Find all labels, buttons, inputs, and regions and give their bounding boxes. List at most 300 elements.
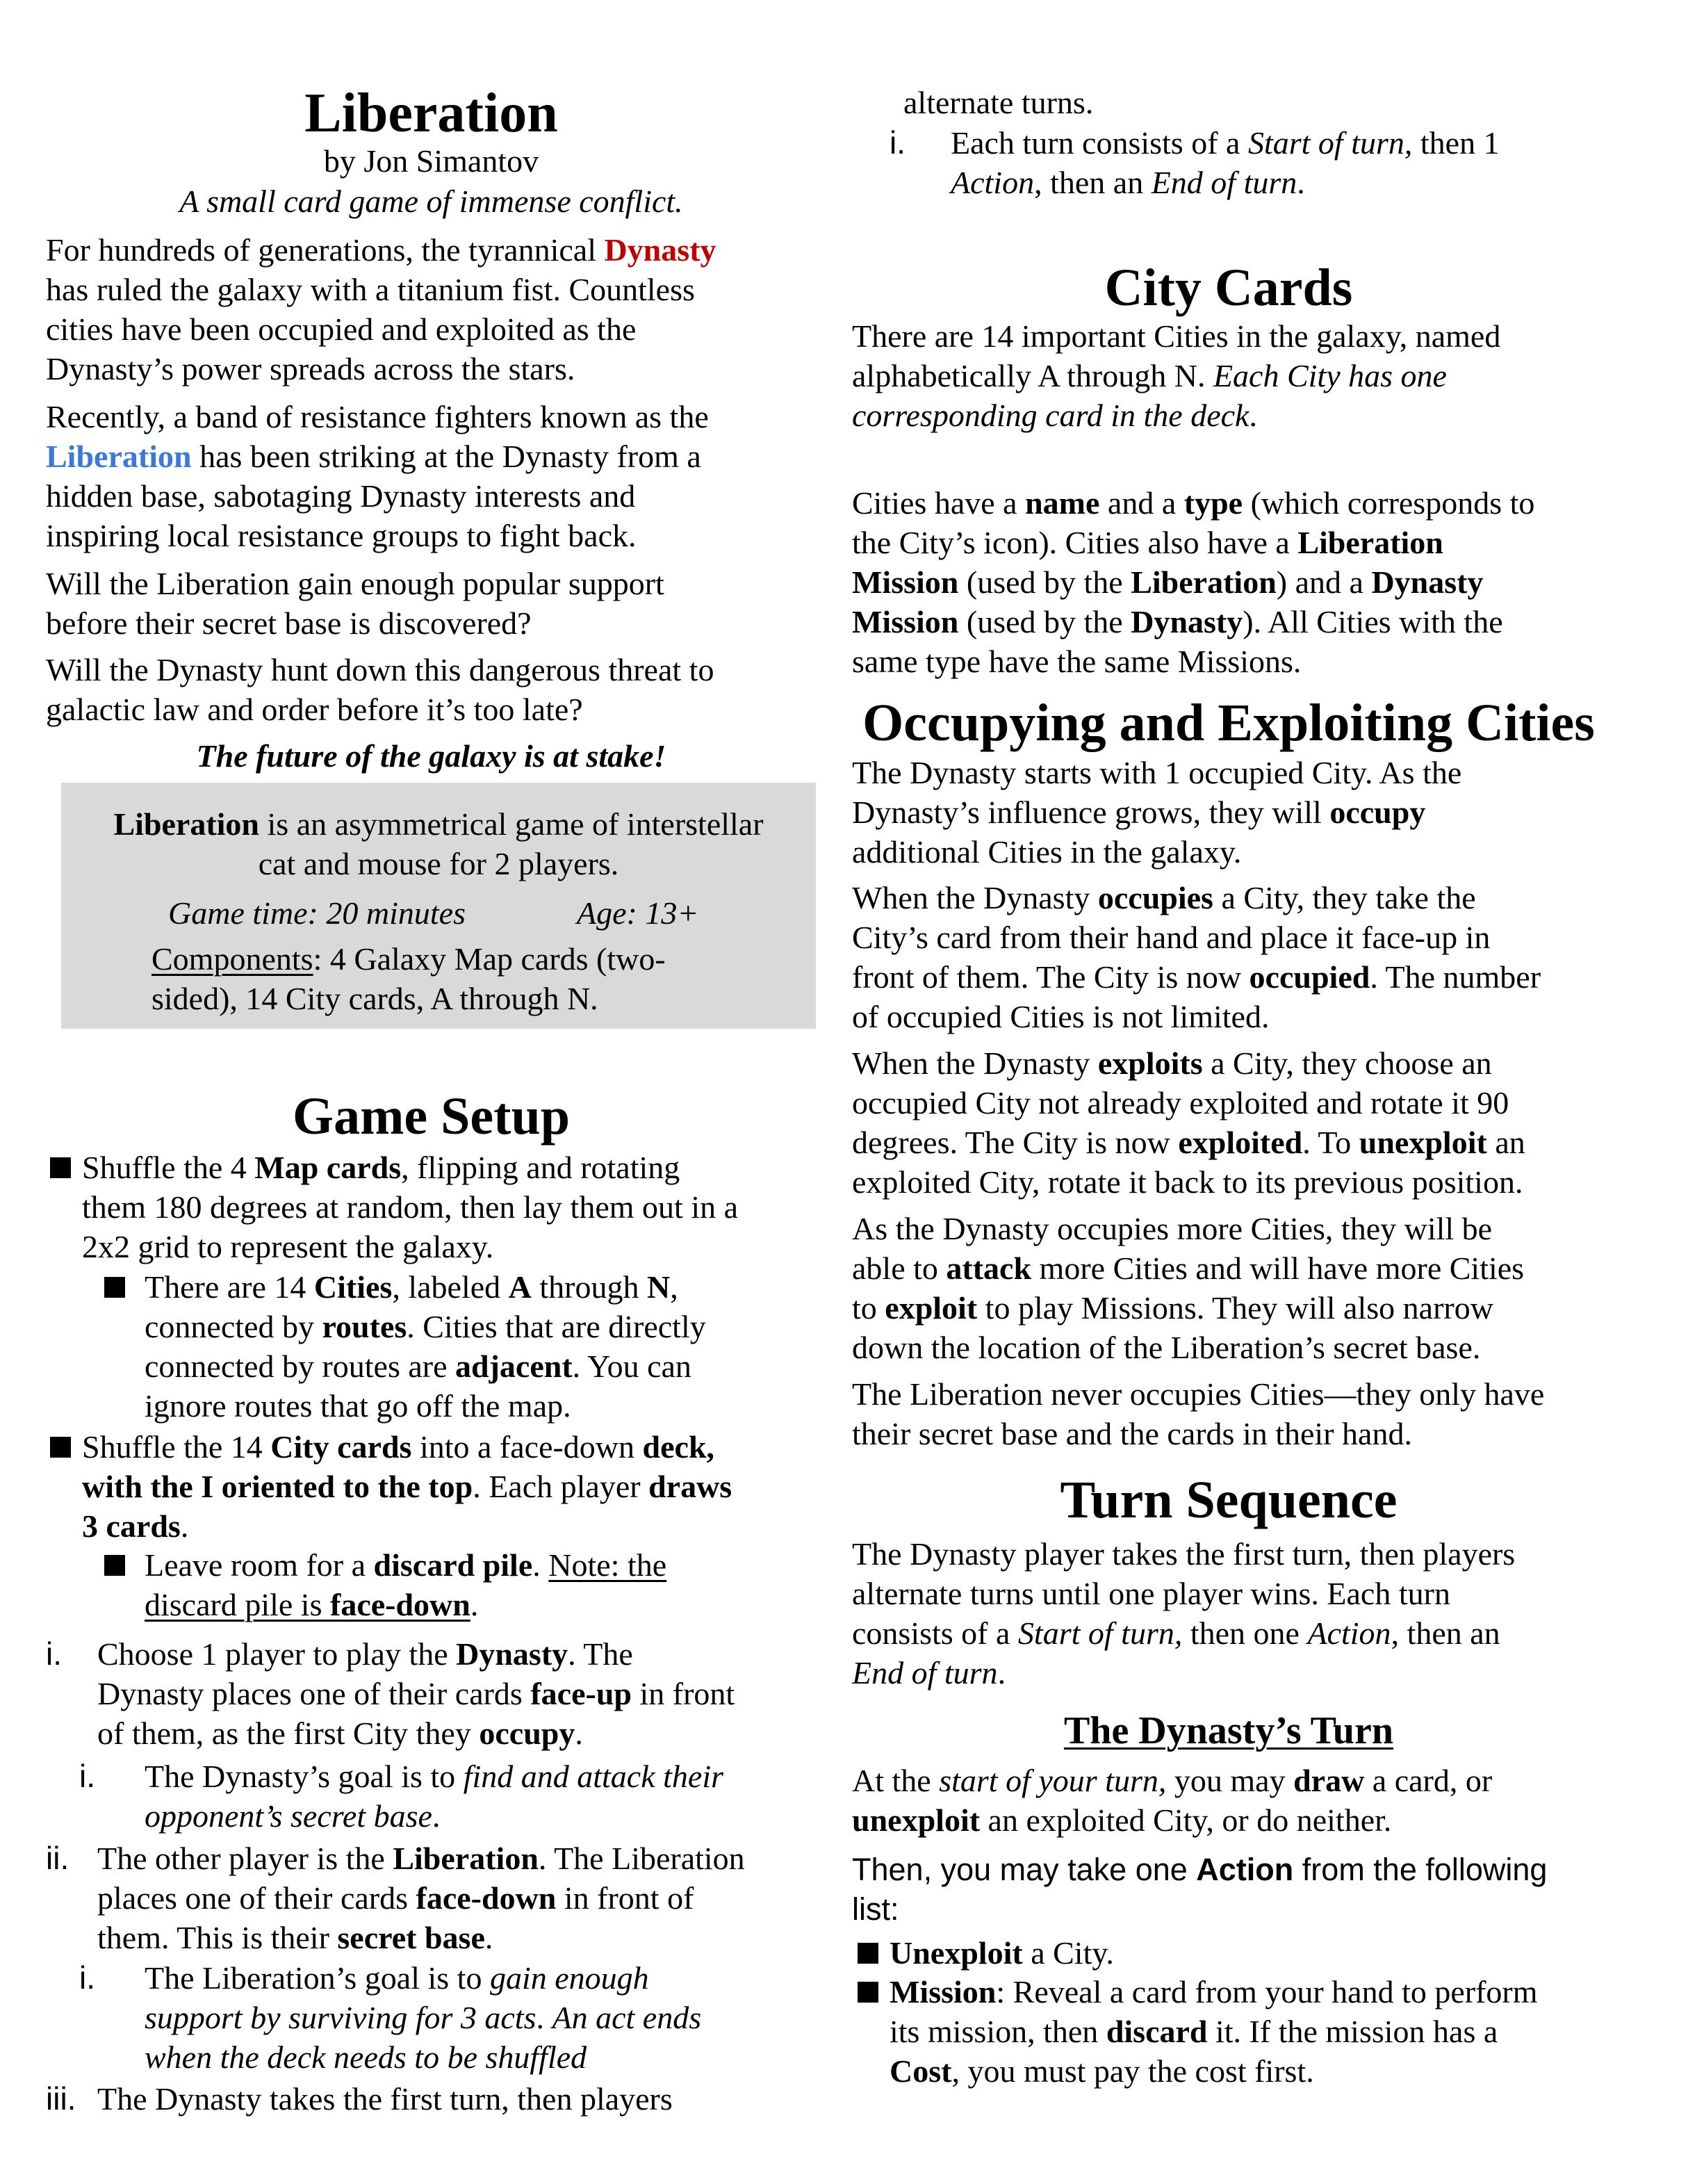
author: by Jon Simantov (323, 143, 539, 179)
text-run: Start of turn, (1017, 1615, 1183, 1651)
text-line (852, 1328, 1524, 1367)
bullet-square-icon (858, 1972, 878, 2012)
text-run: . The (568, 1636, 633, 1672)
text-line (852, 602, 1534, 642)
text-run: it. If the mission has a (1207, 2014, 1498, 2049)
text-run: able to (852, 1250, 947, 1286)
intro-paragraph-3 (46, 564, 664, 643)
text-run: routes (322, 1309, 407, 1344)
text-line (852, 1613, 1515, 1653)
text-run: City cards (270, 1429, 412, 1465)
text-run: Choose 1 player to play the (97, 1636, 457, 1672)
text-line (82, 1148, 738, 1187)
text-run: additional Cities in the galaxy. (852, 834, 1242, 870)
text-run: ). All Cities with the (1243, 604, 1503, 639)
text-run: Dynasty places one of their cards (97, 1676, 531, 1711)
text-run: The Liberation never occupies Cities—they only have (852, 1376, 1545, 1412)
text-run: . You can (572, 1348, 691, 1384)
text-run: Mission (890, 1974, 997, 2010)
text-run: more Cities and will have more Cities (1031, 1250, 1525, 1286)
text-run: attack (946, 1250, 1032, 1286)
setup-substep-discard (145, 1545, 666, 1624)
text-run: gain enough (489, 1960, 649, 1996)
text-run: has been striking at the Dynasty from a (191, 439, 701, 474)
text-line (97, 1918, 745, 1957)
city-cards-heading: City Cards (1104, 259, 1353, 317)
text-run: unexploit (1359, 1125, 1487, 1160)
text-run: Cities have a (852, 485, 1026, 521)
text-run: Liberation (1131, 564, 1277, 600)
text-run: a card, or (1364, 1763, 1493, 1798)
dynasty-turn-actions-intro (852, 1850, 1547, 1929)
text-run: (used by the (958, 564, 1131, 600)
text-line (852, 1123, 1525, 1162)
text-run: occupied (1249, 959, 1370, 995)
text-line (46, 516, 709, 555)
text-run: to play Missions. They will also narrow (977, 1290, 1493, 1326)
bullet-square-icon (50, 1148, 71, 1187)
text-run: Action (951, 165, 1035, 200)
list-marker: i. (890, 124, 906, 161)
text-line (46, 270, 716, 309)
text-run: hidden base, sabotaging Dynasty interests and (46, 478, 636, 514)
text-line (97, 1839, 745, 1878)
text-line (82, 1506, 732, 1546)
text-line (97, 1634, 735, 1674)
setup-choose-dynasty (97, 1634, 735, 1753)
components (151, 939, 666, 1018)
text-run: Dynasty (1371, 564, 1484, 600)
text-line (46, 603, 664, 643)
text-run: galactic law and order before it’s too late? (46, 692, 583, 727)
text-run: . (1249, 398, 1257, 433)
text-line (145, 1998, 701, 2037)
text-run: of them, as the first City they (97, 1716, 480, 1751)
text-run: cities have been occupied and exploited as the (46, 311, 637, 347)
text-run: : 4 Galaxy Map cards (two- (313, 941, 666, 977)
text-run: The Dynasty starts with 1 occupied City. As the (852, 755, 1462, 790)
text-line (97, 1713, 735, 1753)
text-run: face-down (416, 1880, 557, 1916)
text-line (61, 844, 816, 883)
text-run: Liberation (113, 806, 260, 842)
text-run: . The number (1370, 959, 1541, 995)
text-run: start of your turn, (939, 1763, 1167, 1798)
text-run: Dynasty (456, 1636, 568, 1672)
text-run: The Dynasty’s goal is to (145, 1759, 464, 1794)
intro-paragraph-4 (46, 650, 714, 729)
text-run: has ruled the galaxy with a titanium fist. Countless (46, 272, 695, 307)
text-run: an exploited City, or do neither. (980, 1802, 1392, 1838)
dynasty-turn-start (852, 1761, 1492, 1840)
text-run: down the location of the Liberation’s secret base. (852, 1330, 1481, 1365)
text-line (852, 562, 1534, 602)
game-description (61, 804, 816, 883)
text-line (951, 163, 1500, 202)
text-run: Mission (852, 604, 959, 639)
text-line (852, 1043, 1525, 1083)
text-run: its mission, then (890, 2014, 1106, 2049)
text-line (852, 997, 1541, 1036)
text-run: front of them. The City is now (852, 959, 1249, 995)
text-run: Each City has one (1213, 358, 1447, 393)
text-run: you may (1166, 1763, 1294, 1798)
text-run: . (470, 1587, 479, 1622)
text-run: 3 cards (82, 1508, 181, 1544)
text-run: name (1025, 485, 1100, 521)
text-run: Cost (890, 2053, 952, 2089)
text-line (852, 356, 1500, 396)
text-run: discard pile (373, 1547, 533, 1583)
bullet-square-icon (50, 1427, 71, 1467)
text-line (852, 1761, 1492, 1800)
text-line (852, 316, 1500, 356)
text-line (852, 1288, 1524, 1328)
occupy-paragraph-1 (852, 753, 1461, 872)
text-run: Liberation (393, 1841, 539, 1876)
text-run: them 180 degrees at random, then lay them out in a (82, 1189, 739, 1225)
text-run: then one (1182, 1615, 1308, 1651)
text-run: discard pile is (145, 1587, 330, 1622)
text-run: Cities (313, 1269, 393, 1305)
action-unexploit (890, 1933, 1114, 1973)
dynasty-goal (145, 1757, 723, 1836)
text-line (82, 1467, 732, 1506)
text-run: draw (1293, 1763, 1365, 1798)
text-line (852, 1574, 1515, 1613)
text-run: ignore routes that go off the map. (145, 1388, 571, 1424)
text-line (852, 957, 1541, 997)
text-run: inspiring local resistance groups to fight back. (46, 518, 637, 553)
text-run: , then an (1391, 1615, 1500, 1651)
text-line (890, 2012, 1538, 2051)
text-line (46, 437, 709, 476)
text-run: . The Liberation (538, 1841, 745, 1876)
text-run: exploits (1097, 1045, 1203, 1081)
text-run: . (997, 1655, 1006, 1690)
text-run: an (1486, 1125, 1525, 1160)
list-marker: i. (79, 1758, 95, 1794)
occupying-heading: Occupying and Exploiting Cities (862, 694, 1595, 752)
text-run: When the Dynasty (852, 880, 1098, 915)
text-line (852, 1162, 1525, 1202)
text-line (46, 736, 817, 776)
text-run: Liberation (46, 439, 192, 474)
action-mission (890, 1972, 1538, 2091)
text-run: . (1297, 165, 1305, 200)
text-run: unexploit (852, 1802, 981, 1838)
text-run: secret base (337, 1920, 485, 1955)
text-run: a City. (1022, 1935, 1114, 1971)
text-run: The future of the galaxy is at stake! (196, 738, 666, 774)
text-line (46, 476, 709, 516)
text-line (151, 979, 666, 1018)
occupy-paragraph-3 (852, 1043, 1525, 1202)
text-line (903, 83, 1093, 122)
text-run: face-down (330, 1587, 470, 1622)
text-line (145, 1346, 706, 1386)
age-rating: Age: 13+ (577, 895, 699, 931)
text-run: connected by (145, 1309, 322, 1344)
text-run: There are 14 important Cities in the galaxy, named (852, 318, 1501, 354)
list-marker: iii. (46, 2080, 76, 2117)
text-run: . (536, 2000, 552, 2035)
turn-structure (951, 123, 1500, 202)
text-line (46, 309, 716, 349)
text-run: For hundreds of generations, the tyrannical (46, 232, 605, 268)
text-run: A (508, 1269, 532, 1305)
text-run: . To (1302, 1125, 1359, 1160)
text-run: corresponding card in the deck (852, 398, 1249, 433)
game-time: Game time: 20 minutes (168, 895, 466, 931)
text-run: draws (648, 1469, 732, 1504)
text-line (145, 2037, 701, 2077)
text-run: , (670, 1269, 678, 1305)
text-line (145, 1958, 701, 1998)
text-line (852, 1374, 1544, 1414)
text-run: type (1183, 485, 1243, 521)
text-run: adjacent (455, 1348, 573, 1384)
text-run: with the I oriented to the top (82, 1469, 473, 1504)
text-run: Start of turn, (1247, 125, 1413, 161)
text-run: 2x2 grid to represent the galaxy. (82, 1229, 494, 1264)
text-run: Note: the (548, 1547, 667, 1583)
text-run: face-up (530, 1676, 632, 1711)
turn-sequence-heading: Turn Sequence (1060, 1471, 1398, 1529)
text-run: Will the Dynasty hunt down this dangerous threat to (46, 652, 714, 687)
text-line (890, 2051, 1538, 2091)
text-run: As the Dynasty occupies more Cities, they will be (852, 1211, 1493, 1246)
text-line (852, 1653, 1515, 1693)
text-run: End of turn (852, 1655, 998, 1690)
text-run: in front of (556, 1880, 694, 1916)
setup-first-turn (97, 2079, 673, 2119)
text-line (852, 878, 1541, 918)
text-run: same type have the same Missions. (852, 644, 1302, 679)
city-paragraph-1 (852, 316, 1500, 435)
text-run: before their secret base is discovered? (46, 605, 532, 641)
bullet-square-icon (104, 1267, 125, 1307)
text-run: Each turn consists of a (951, 125, 1248, 161)
text-run: The Dynasty player takes the first turn, then players (852, 1536, 1516, 1572)
text-run: Then, you may take one (852, 1852, 1197, 1887)
text-run: a City, they take the (1213, 880, 1476, 915)
text-line (151, 939, 666, 979)
text-run: degrees. The City is now (852, 1125, 1179, 1160)
text-run: (used by the (958, 604, 1131, 639)
text-run: exploited (1178, 1125, 1303, 1160)
text-run: through (531, 1269, 647, 1305)
text-run: . (180, 1508, 189, 1544)
text-run: Liberation (1297, 525, 1443, 560)
text-run: connected by routes are (145, 1348, 456, 1384)
text-run: Dynasty (604, 232, 716, 268)
text-run: , then an (1034, 165, 1152, 200)
text-run: ) and a (1276, 564, 1372, 600)
text-line (890, 1933, 1114, 1973)
text-run: cat and mouse for 2 players. (258, 846, 619, 881)
text-run: occupy (1329, 794, 1426, 830)
text-run: Recently, a band of resistance fighters known as the (46, 399, 709, 434)
text-line (852, 1534, 1515, 1574)
text-line (852, 1850, 1547, 1889)
text-run: Leave room for a (145, 1547, 374, 1583)
text-run: opponent’s secret base (145, 1798, 432, 1834)
text-line (852, 918, 1541, 957)
text-run: When the Dynasty (852, 1045, 1098, 1081)
liberation-goal (145, 1958, 701, 2077)
text-line (852, 483, 1534, 523)
text-line (82, 1187, 738, 1227)
bullet-square-icon (858, 1933, 878, 1973)
text-line (852, 832, 1461, 872)
text-line (61, 804, 816, 844)
text-run: Action (1307, 1615, 1391, 1651)
text-run: , labeled (392, 1269, 509, 1305)
text-run: . (432, 1798, 441, 1834)
text-run: At the (852, 1763, 940, 1798)
intro-paragraph-2 (46, 397, 709, 555)
text-run: Shuffle the 4 (82, 1150, 255, 1185)
text-run: N (646, 1269, 671, 1305)
text-run: Mission (852, 564, 959, 600)
text-run: alternate turns until one player wins. Each turn (852, 1576, 1450, 1611)
text-line (852, 1414, 1544, 1453)
text-run: of occupied Cities is not limited. (852, 999, 1270, 1034)
text-line (951, 123, 1500, 163)
city-paragraph-2 (852, 483, 1534, 681)
tagline: A small card game of immense conflict. (179, 184, 683, 219)
text-line (852, 1800, 1492, 1840)
text-line (145, 1386, 706, 1426)
text-run: Will the Liberation gain enough popular support (46, 566, 664, 601)
text-run: occupied City not already exploited and rotate it 90 (852, 1085, 1509, 1120)
text-line (97, 2079, 673, 2119)
setup-first-turn-continued (903, 83, 1093, 122)
text-run: alternate turns. (903, 85, 1094, 120)
text-line (852, 396, 1500, 435)
text-run: find and attack their (463, 1759, 724, 1794)
text-run: list: (852, 1891, 899, 1927)
text-run: to (852, 1290, 885, 1326)
text-run: , you must pay the cost first. (951, 2053, 1314, 2089)
document-title: Liberation (304, 83, 558, 144)
text-line (46, 564, 664, 603)
bullet-square-icon (104, 1545, 125, 1585)
list-marker: i. (79, 1959, 95, 1996)
text-line (852, 1248, 1524, 1288)
text-run: the City’s icon). Cities also have a (852, 525, 1298, 560)
text-run: There are 14 (145, 1269, 314, 1305)
text-run: : Reveal a card from your hand to perform (996, 1974, 1538, 2010)
text-run: sided), 14 City cards, A through N. (151, 981, 598, 1016)
text-line (46, 690, 714, 729)
text-line (46, 397, 709, 437)
text-run: , flipping and rotating (401, 1150, 680, 1185)
text-run: from the following (1293, 1852, 1548, 1887)
text-line (852, 753, 1461, 792)
occupy-paragraph-4 (852, 1209, 1524, 1367)
text-run: a City, they choose an (1202, 1045, 1492, 1081)
list-marker: ii. (46, 1840, 69, 1876)
text-run: Dynasty (1131, 604, 1243, 639)
text-run: City’s card from their hand and place it face-up in (852, 920, 1491, 955)
occupy-paragraph-2 (852, 878, 1541, 1036)
text-run: discard (1106, 2014, 1208, 2049)
text-run: . Each player (473, 1469, 649, 1504)
text-run: consists of a (852, 1615, 1018, 1651)
text-run: occupies (1097, 880, 1213, 915)
text-run: End of turn (1151, 165, 1297, 200)
text-run: their secret base and the cards in their hand. (852, 1416, 1412, 1451)
text-run: Action (1196, 1852, 1294, 1887)
text-line (97, 1878, 745, 1918)
text-run: deck, (642, 1429, 715, 1465)
text-run: support by surviving for 3 acts (145, 2000, 536, 2035)
text-run: alphabetically A through N. (852, 358, 1213, 393)
text-run: Dynasty’s power spreads across the stars. (46, 351, 575, 386)
game-setup-heading: Game Setup (293, 1087, 570, 1146)
text-run: exploited City, rotate it back to its previous position. (852, 1164, 1523, 1200)
text-line (852, 523, 1534, 562)
text-run: . (575, 1716, 583, 1751)
setup-step-city-cards (82, 1427, 732, 1546)
text-line (852, 642, 1534, 681)
occupy-paragraph-5 (852, 1374, 1544, 1453)
text-line (46, 230, 716, 270)
text-line (145, 1585, 666, 1624)
text-line (82, 1227, 738, 1266)
text-run: The Dynasty takes the first turn, then players (97, 2081, 673, 2117)
text-run: occupy (479, 1716, 575, 1751)
text-line (145, 1757, 723, 1796)
text-run: then 1 (1412, 125, 1500, 161)
text-run: in front (631, 1676, 735, 1711)
text-run: into a face-down (411, 1429, 643, 1465)
text-line (46, 650, 714, 690)
text-run: . (484, 1920, 493, 1955)
setup-liberation (97, 1839, 745, 1957)
text-line (145, 1545, 666, 1585)
text-run: places one of their cards (97, 1880, 416, 1916)
text-run: . (532, 1547, 549, 1583)
text-run: Components (151, 941, 313, 977)
text-line (145, 1307, 706, 1346)
turn-paragraph (852, 1534, 1515, 1693)
list-marker: i. (46, 1636, 62, 1672)
setup-substep-cities (145, 1267, 706, 1426)
text-line (852, 792, 1461, 832)
text-run: An act ends (552, 2000, 702, 2035)
text-line (890, 1972, 1538, 2012)
text-line (852, 1889, 1547, 1929)
text-run: The other player is the (97, 1841, 393, 1876)
text-run: (which corresponds to (1243, 485, 1535, 521)
text-line (145, 1796, 723, 1836)
intro-paragraph-1 (46, 230, 716, 389)
text-run: when the deck needs to be shuffled (145, 2039, 587, 2075)
text-run: and a (1099, 485, 1184, 521)
text-run: Dynasty’s influence grows, they will (852, 794, 1330, 830)
text-run: . Cities that are directly (407, 1309, 706, 1344)
text-line (97, 1674, 735, 1713)
text-run: Shuffle the 14 (82, 1429, 271, 1465)
text-line (145, 1267, 706, 1307)
text-line (46, 349, 716, 389)
text-run: Map cards (254, 1150, 402, 1185)
text-line (852, 1209, 1524, 1248)
text-line (82, 1427, 732, 1467)
